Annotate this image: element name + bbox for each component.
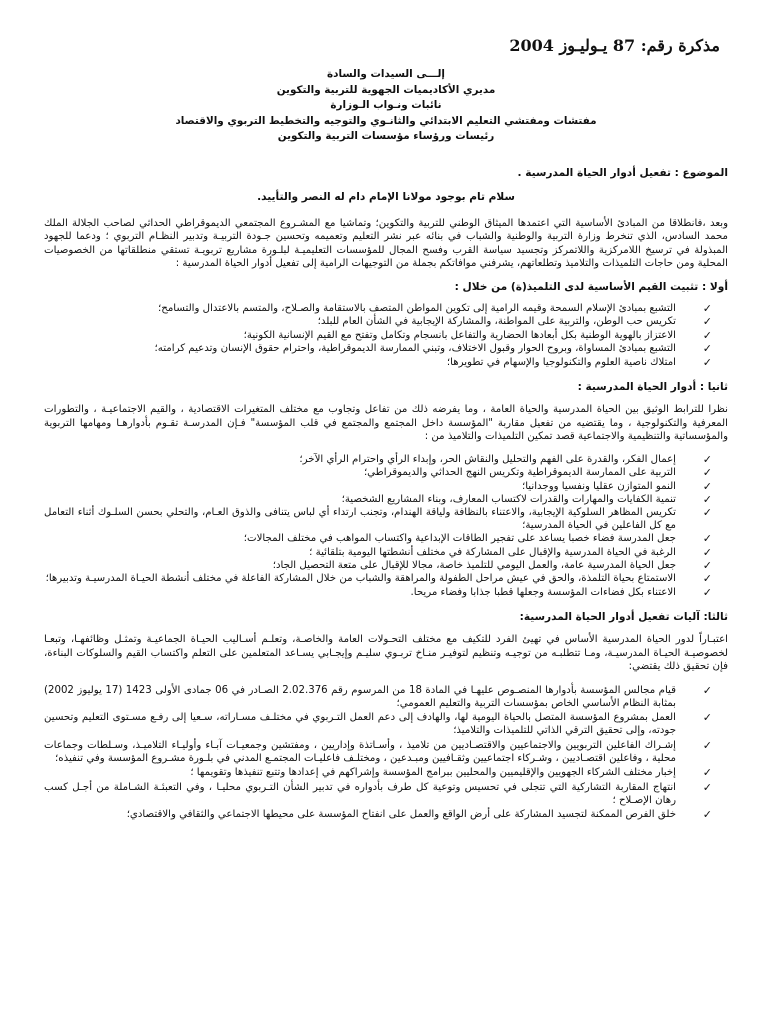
list-item-text: إعمال الفكر، والقدرة على الفهم والتحليل والنقاش الحر، وإبداء الرأي واحترام الرأي الآخر؛ — [299, 453, 676, 465]
section1-list — [44, 303, 728, 369]
check-icon: ✓ — [702, 738, 712, 752]
memo-page — [44, 36, 728, 833]
list-item — [44, 808, 712, 822]
check-icon: ✓ — [702, 328, 712, 342]
list-item — [44, 479, 712, 493]
addressee-line: إلـــى السيدات والسادة — [326, 68, 445, 80]
list-item — [44, 780, 712, 807]
list-item — [44, 315, 712, 329]
list-item — [44, 506, 712, 532]
intro-paragraph: وبعد ،فانطلاقا من المبادئ الأساسية التي اعتمدها الميثاق الوطني للتربية والتكوين؛ وتماشيا مع المشـروع المجتمعي الديموقراطي الحداثي لصاحب الجلالة الملك محمد السادس، الذي تنخرط وزارة التربية والوطنية والشباب في بنائه عبر نشر التعليم وتعميمه وتحسين جـودة التربيـة وتدبير النظـام التربوي ؛ ودعما للجهود المبذولة في ترسيخ اللامركزية واللاتمركز وتجسيد سياسة القرب وفسح المجال للمؤسسات التعليميـة لبلـورة مشاريع تربويـة تستقي منطلقاتها من الخصوصيات المحلية ومن حاجات التلميذات والتلاميذ وتطلعاتهم، يشرفني موافاتكم بجملة من التوجيهات الرامية إلى تفعيل أدوار الحياة المدرسية : — [44, 217, 728, 270]
check-icon: ✓ — [702, 532, 712, 546]
list-item — [44, 572, 712, 586]
check-icon: ✓ — [702, 545, 712, 559]
list-item-text: التشبع بمبادئ الإسلام السمحة وقيمه الرامية إلى تكوين المواطن المتصف بالاستقامة والصـلاح، والمتسم بالاعتدال والتسامح؛ — [158, 302, 676, 314]
list-item — [44, 711, 712, 737]
memo-subject: الموضوع : تفعيل أدوار الحياة المدرسية . — [517, 166, 728, 179]
check-icon: ✓ — [702, 506, 712, 520]
list-item-text: الاعتزاز بالهوية الوطنية بكل أبعادها الحضارية والتفاعل بانسجام وتكامل وتفتح مع القيم الإنسانية الكونية؛ — [243, 329, 676, 341]
list-item — [44, 545, 712, 559]
addressee-line: مفتشات ومفتشي التعليم الابتدائي والثانـوي والتوجيه والتخطيط التربوي والاقتصاد — [175, 114, 597, 127]
list-item-text: تكريس حب الوطن، والتربية على المواطنة، والمشاركة الإيجابية في الشأن العام للبلد؛ — [317, 316, 676, 328]
check-icon: ✓ — [702, 808, 712, 822]
list-item-text: الرغبة في الحياة المدرسية والإقبال على المشاركة في مختلف أنشطتها اليومية بتلقائية ؛ — [309, 546, 676, 558]
list-item-text: تكريس المظاهر السلوكية الإيجابية، والاعتناء بالنظافة ولياقة الهندام، وتجنب ارتداء أي لباس يتنافى والذوق العـام، والتحلي بحسن السلـوك أثناء التعامل مع كل الفاعلين في الحياة المدرسية؛ — [44, 507, 676, 531]
section2-list — [44, 454, 728, 599]
check-icon: ✓ — [702, 479, 712, 493]
check-icon: ✓ — [702, 585, 712, 599]
list-item-text: خلق الفرص الممكنة لتجسيد المشاركة على أرض الواقع والعمل على انفتاح المؤسسة على محيطها الاجتماعي والثقافي والاقتصادي؛ — [126, 809, 676, 821]
list-item-text: تنمية الكفايات والمهارات والقدرات لاكتساب المعارف، وبناء المشاريع الشخصية؛ — [341, 493, 676, 505]
list-item-text: الاعتناء بكل فضاءات المؤسسة وجعلها قطبا جذابا وفضاء مريحا. — [410, 586, 676, 598]
list-item — [44, 585, 712, 599]
list-item — [44, 532, 712, 546]
check-icon: ✓ — [702, 711, 712, 725]
list-item — [44, 492, 712, 506]
addressee-line: نائبات ونـواب الـوزارة — [330, 99, 442, 111]
list-item-text: التشبع بمبادئ المساواة، وبروح الحوار وقبول الاختلاف، وتبني الممارسة الديموقراطية، واحترام حقوق الإنسان وتدعيم كرامته؛ — [154, 343, 676, 355]
list-item-text: إخبار مختلف الشركاء الجهويين والإقليميين والمحليين ببرامج المؤسسة وإشراكهم في إعدادها وتتبع تنفيذها وتقويمها ؛ — [190, 767, 676, 779]
check-icon: ✓ — [702, 572, 712, 586]
check-icon: ✓ — [702, 342, 712, 356]
section3-list — [44, 684, 728, 822]
check-icon: ✓ — [702, 683, 712, 697]
section1-heading: أولا : تثبيت القيم الأساسية لدى التلميذ(ة) من خلال : — [454, 280, 728, 293]
check-icon: ✓ — [702, 558, 712, 572]
section3-heading: ثالثا: آليات تفعيل أدوار الحياة المدرسية: — [519, 611, 728, 624]
list-item — [44, 342, 712, 356]
check-icon: ✓ — [702, 301, 712, 315]
list-item — [44, 452, 712, 466]
list-item-text: انتهاج المقاربة التشاركية التي تتجلى في تحسيس وتوعية كل طرف بأدواره في تدبير الشأن التـربوي محليـا ، وفي التعبئـة الشـاملة من أجـل كسب رهان الإصـلاح ؛ — [44, 781, 676, 806]
list-item — [44, 766, 712, 780]
addressees-block — [44, 67, 728, 145]
list-item — [44, 328, 712, 342]
list-item — [44, 558, 712, 572]
check-icon: ✓ — [702, 355, 712, 369]
list-item — [44, 683, 712, 710]
list-item-text: إشـراك الفاعلين التربويين والاجتماعيين والاقتصـاديين من تلاميذ ، وأسـاتذة وإداريين ، ومفتشين وجمعيـات آبـاء وأوليـاء التلاميـذ، وسـلطات وجماعات محلية ، وفاعلين اقتصـاديين ، وشـركاء اجتماعيين وثقـافيين ومبـدعين ، ومختلـف فاعليـات المجتمـع المدني في بلـورة مشـروع المؤسسة وفي تنفيذه؛ — [44, 739, 676, 764]
check-icon: ✓ — [702, 766, 712, 780]
list-item-text: التربية على الممارسة الديموقراطية وتكريس النهج الحداثي والديموقراطي؛ — [363, 467, 676, 479]
list-item — [44, 301, 712, 315]
list-item — [44, 466, 712, 480]
addressee-line: مديري الأكاديميات الجهوية للتربية والتكوين — [276, 83, 496, 96]
list-item-text: الاستمتاع بحياة التلمذة، والحق في عيش مراحل الطفولة والمراهقة والشباب من خلال المشاركة الفاعلة في مختلف أنشطة الحيـاة المدرسيـة وتدبيرها؛ — [45, 573, 676, 585]
list-item-text: جعل الحياة المدرسية عامة، والعمل اليومي للتلميذ خاصة، مجالا للإقبال على متعة التحصيل الجاد؛ — [272, 559, 676, 571]
check-icon: ✓ — [702, 780, 712, 794]
check-icon: ✓ — [702, 452, 712, 466]
list-item-text: امتلاك ناصية العلوم والتكنولوجيا والإسهام في تطويرها؛ — [446, 356, 676, 368]
list-item-text: قيام مجالس المؤسسة بأدوارها المنصـوص عليهـا في المادة 18 من المرسوم رقم 2.02.376 الصـادر في 06 جمادى الأولى 1423 (17 يوليوز 2002) بمثابة النظام الأساسي الخاص بمؤسسات التربية والتعليم العمومي؛ — [44, 684, 676, 709]
section2-paragraph: نظرا للترابط الوثيق بين الحياة المدرسية والحياة العامة ، وما يفرضه ذلك من تفاعل وتجاوب مع مختلف المتغيرات الاقتصادية ، والقيم الاجتماعيـة ، والتطورات المعرفية والتكنولوجية ، وما يقتضيه من تفعيل مقاربة "المؤسسة داخل المجتمع والمجتمع في قلب المؤسسة" فـإن المدرسـة تقـوم بأدوارهـا ومهامها التربوية والمؤسساتية والتنظيمية والاجتماعية قصد تمكين التلميذات والتلاميذ من : — [44, 403, 728, 443]
list-item — [44, 355, 712, 369]
check-icon: ✓ — [702, 492, 712, 506]
list-item-text: العمل بمشروع المؤسسة المتصل بالحياة اليومية لها، والهادف إلى دعم العمل التـربوي في مختلـف مسـاراته، سـعيا إلى رفـع مسـتوى التعليم وتحسين جودته، وإلى تحقيق الترقي الذاتي للتلميذات والتلاميذ؛ — [44, 712, 676, 737]
list-item-text: النمو المتوازن عقليا ونفسيا ووجدانيا؛ — [521, 480, 676, 492]
check-icon: ✓ — [702, 466, 712, 480]
section3-paragraph: اعتبـاراً لدور الحياة المدرسية الأساس في تهيئ الفرد للتكيف مع مختلف التحـولات العامة والخاصـة، وتعلـم أسـاليب الحيـاة الجماعيـة وتمثـل وظائفهـا، وتبعـا لخصوصيـة الحيـاة المدرسيـة، ومـا تتطلبـه من توجيـه وتنظيم لتوفيـر منـاخ تربـوي سليـم وإيجـابي يسـاعد المتعلمين على التعلم واكتساب القيم والسلوكات البناءة، فإن تحقيق ذلك يقتضي: — [44, 634, 728, 673]
list-item — [44, 738, 712, 765]
addressee-line: رئيسات ورؤساء مؤسسات التربية والتكوين — [277, 130, 495, 142]
check-icon: ✓ — [702, 315, 712, 329]
memo-title: مذكرة رقم: 87 يـوليـوز 2004 — [509, 36, 720, 55]
list-item-text: جعل المدرسة فضاء خصبا يساعد على تفجير الطاقات الإبداعية واكتساب المواهب في مختلف المجالات؛ — [243, 533, 676, 545]
section2-heading: ثانيا : أدوار الحياة المدرسية : — [577, 380, 728, 393]
memo-greeting: سلام تام بوجود مولانا الإمام دام له النصر والتأييد. — [257, 190, 515, 203]
